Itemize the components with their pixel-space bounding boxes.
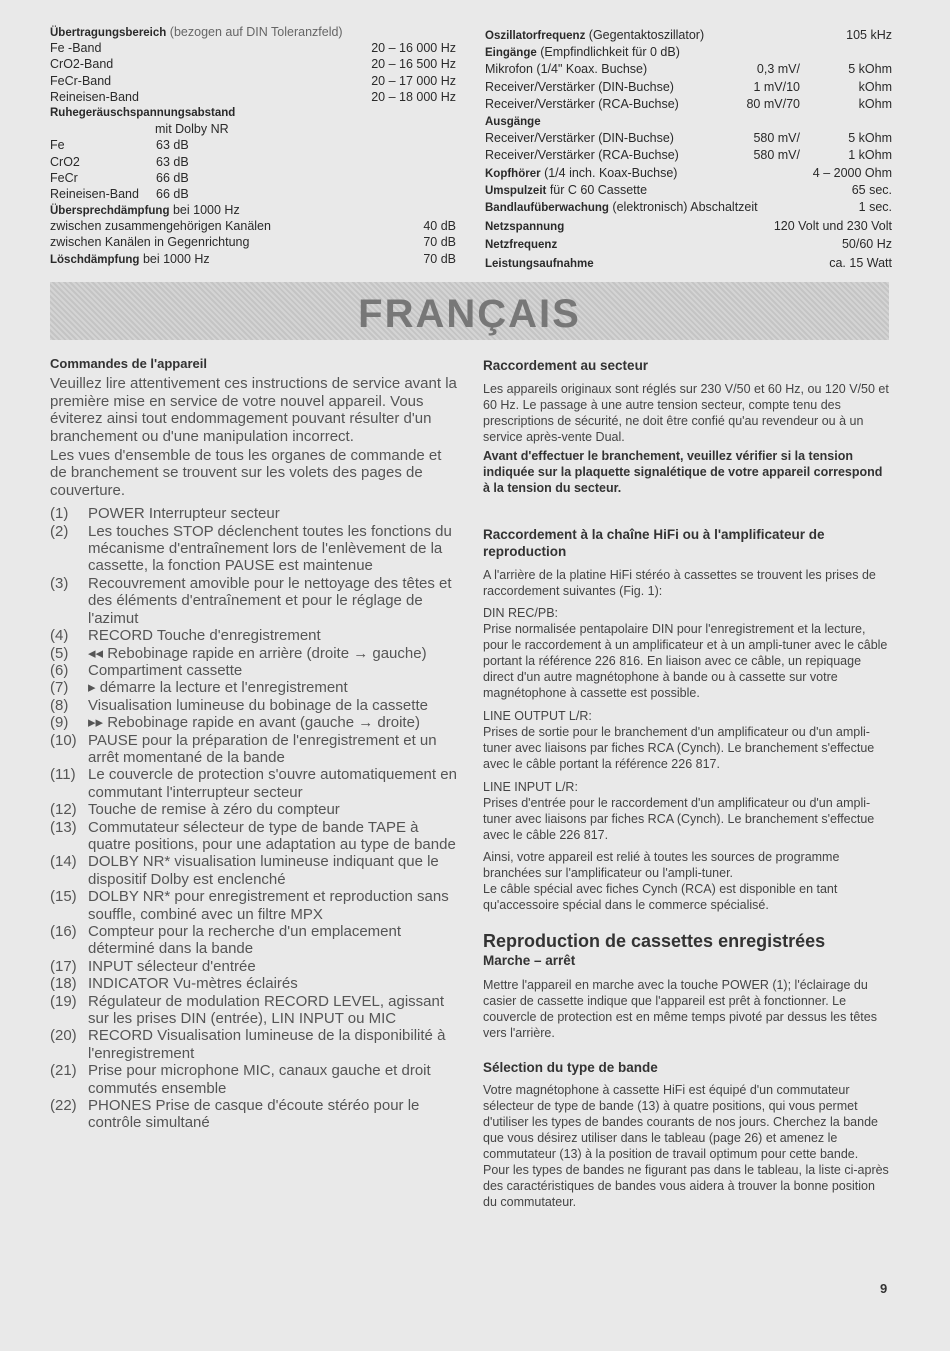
control-number: (4) [50,627,69,645]
spec-row [485,44,892,61]
hifi-heading: Raccordement à la chaîne HiFi ou à l'amplificateur de reproduction [483,527,825,559]
control-item [50,766,458,801]
control-number: (11) [50,766,76,784]
spec-value: 20 – 16 500 Hz [371,57,456,72]
spec-label: Receiver/Verstärker (RCA-Buchse) [485,96,679,111]
control-item [50,679,458,696]
spec-value: 65 sec. [851,182,892,197]
noise-header: Ruhegeräuschspannungsabstand [50,106,236,119]
control-item [50,888,458,923]
spec-heading: Netzspannung [485,220,565,233]
din-paragraph: Prise normalisée pentapolaire DIN pour l'enregistrement et la lecture, pour le raccordement à un amplificateur et à un ampli-tuner avec le câble portant la référence 226 816. En liaison avec ce câble, un repiquage direct d'un autre magnétophone à bande ou à cassette sur votre magnétophone à cassette est possible. [483,622,888,700]
spec-value: 66 dB [156,186,189,201]
control-number: (20) [50,1027,77,1045]
control-text: Les touches STOP déclenchent toutes les fonctions du mécanisme d'entraînement lors de l'enlèvement de la cassette, la fonction PAUSE est maintenue [88,522,452,575]
spec-row [50,218,456,234]
spec-label: zwischen Kanälen in Gegenrichtung [50,235,250,250]
control-item [50,958,458,975]
language-banner [50,282,889,340]
spec-row [485,165,892,182]
control-item [50,645,458,662]
spec-value: 63 dB [156,138,189,153]
control-number: (13) [50,818,77,836]
playback-heading: Reproduction de cassettes enregistrées [483,931,826,951]
control-item [50,575,458,627]
control-item [50,993,458,1028]
control-text: PHONES Prise de casque d'écoute stéréo pour le contrôle simultané [88,1097,420,1132]
control-item [50,505,458,522]
control-text: RECORD Touche d'enregistrement [88,627,321,645]
spec-label: Fe [50,138,65,153]
controls-heading: Commandes de l'appareil [50,356,207,371]
spec-label: Reineisen-Band [50,186,139,201]
control-number: (21) [50,1062,77,1080]
mains-paragraph: Les appareils originaux sont réglés sur 230 V/50 et 60 Hz, ou 120 V/50 et 60 Hz. Le passage à une autre tension secteur, compte tenu des prescriptions de sécurité, ne doit être confié qu'au revendeur ou à un service après-vente Dual. [483,382,889,444]
hifi-intro: A l'arrière de la platine HiFi stéréo à cassettes se trouvent les prises de raccordement suivantes (Fig. 1): [483,568,876,598]
spec-row [50,137,456,153]
intro-paragraph-1: Veuillez lire attentivement ces instructions de service avant la première mise en service de votre nouvel appareil. Vous éviterez ainsi tout endommagement pouvant résulter d'un branchement ou d'une manipulation incorrect. [50,375,457,445]
spec-value: 20 – 18 000 Hz [371,89,456,104]
spec-mid: 80 mV/70 [746,96,800,111]
spec-label: Receiver/Verstärker (RCA-Buchse) [485,148,679,163]
spec-label: Fe -Band [50,41,102,56]
spec-label: (Empfindlichkeit für 0 dB) [536,45,680,60]
control-item [50,1097,458,1132]
spec-value: 50/60 Hz [841,237,892,252]
spec-label: Mikrofon (1/4" Koax. Buchse) [485,62,648,77]
control-text: Visualisation lumineuse du bobinage de la cassette [88,696,428,714]
control-text: Régulateur de modulation RECORD LEVEL, agissant sur les prises DIN (entrée), LIN INPUT ou MIC [88,992,445,1028]
control-number: (15) [50,888,77,906]
control-item [50,662,458,679]
control-text: ◂◂ Rebobinage rapide en arrière (droite → gauche) [88,644,427,662]
control-item [50,853,458,888]
control-text: POWER Interrupteur secteur [88,505,280,523]
control-item [50,714,458,731]
control-item [50,819,458,854]
spec-value: 20 – 17 000 Hz [371,73,456,88]
spec-left [50,24,456,267]
spec-heading: Netzfrequenz [485,239,558,252]
control-text: Compartiment cassette [88,661,243,679]
spec-label: CrO2 [50,154,80,169]
spec-label: für C 60 Cassette [546,182,648,197]
banner-title: FRANÇAIS [358,292,581,336]
spec-value: 120 Volt und 230 Volt [773,218,892,233]
control-number: (18) [50,975,77,993]
spec-row [485,236,892,255]
control-item [50,523,458,575]
control-text: Le couvercle de protection s'ouvre automatiquement en commutant l'interrupteur secteur [88,766,457,801]
spec-row [50,154,456,170]
control-text: DOLBY NR* pour enregistrement et reproduction sans souffle, combiné avec un filtre MPX [88,888,449,923]
control-text: RECORD Visualisation lumineuse de la disponibilité à l'enregistrement [88,1027,446,1062]
cross-header: Übersprechdämpfung bei 1000 Hz [50,203,240,218]
spec-row [485,182,892,199]
spec-value: 4 – 2000 Ohm [812,165,892,180]
control-number: (1) [50,505,69,523]
erase-row: Löschdämpfung bei 1000 Hz 70 dB [50,251,456,266]
mains-heading: Raccordement au secteur [483,358,649,373]
control-item [50,697,458,714]
control-text: Touche de remise à zéro du compteur [88,801,340,819]
control-number: (10) [50,731,77,749]
spec-value: 1 kOhm [848,148,892,163]
control-text: ▸ démarre la lecture et l'enregistrement [88,679,348,697]
control-text: DOLBY NR* visualisation lumineuse indiquant que le dispositif Dolby est enclenché [88,853,439,888]
cable-paragraph: Le câble spécial avec fiches Cynch (RCA) est disponible en tant qu'accessoire spécial dans le commerce spécialisé. [483,882,838,912]
tape-type-paragraph: Votre magnétophone à cassette HiFi est équipé d'un commutateur sélecteur de type de bande (13) à quatre positions, qui vous permet d'utiliser les types de bandes courants de nos jours. Cherchez la bande que vous désirez utiliser dans le tableau (page 26) et amenez le commutateur (13) à la position de travail optimum pour cette bande. [483,1083,878,1161]
spec-row [485,147,892,164]
control-item [50,1027,458,1062]
on-off-paragraph: Mettre l'appareil en marche avec la touche POWER (1); l'éclairage du casier de cassette indique que l'appareil est prêt à fonctionner. Le couvercle de protection est en même temps pivoté par dessus les têtes vers l'arrière. [483,978,877,1040]
spec-mid: 580 mV/ [753,148,800,163]
control-number: (12) [50,801,77,819]
spec-label: (Gegentaktoszillator) [585,28,705,42]
spec-row [485,255,892,274]
control-text: Recouvrement amovible pour le nettoyage des têtes et des éléments d'entraînement et pour le réglage de l'azimut [88,574,452,627]
control-item [50,801,458,818]
spec-value: ca. 15 Watt [829,255,892,270]
control-text: ▸▸ Rebobinage rapide en avant (gauche → droite) [88,714,420,732]
control-text: PAUSE pour la préparation de l'enregistrement et un arrêt momentané de la bande [88,731,437,766]
spec-value: 5 kOhm [848,131,892,146]
control-number: (6) [50,661,69,679]
spec-heading: Leistungsaufnahme [485,257,594,270]
spec-row [485,130,892,147]
line-output-paragraph: Prises de sortie pour le branchement d'un amplificateur ou d'un ampli-tuner avec liaisons par fiches RCA (Cynch). Le branchement s'effectue avec le câble portant la référence 226 817. [483,725,875,771]
intro-paragraph-2: Les vues d'ensemble de tous les organes de commande et de branchement se trouvent sur les volets des pages de couverture. [50,447,442,499]
spec-row [50,40,456,56]
spec-value: 5 kOhm [848,62,892,77]
spec-heading: Umspulzeit [485,184,547,197]
spec-heading: Kopfhörer [485,167,541,180]
spec-label: Receiver/Verstärker (DIN-Buchse) [485,79,674,94]
control-number: (7) [50,679,69,697]
freq-header: Übertragungsbereich (bezogen auf DIN Toleranzfeld) [50,25,343,39]
spec-label: Reineisen-Band [50,89,139,104]
page-number: 9 [880,1281,888,1296]
control-item [50,627,458,644]
spec-row [485,113,892,130]
on-off-heading: Marche – arrêt [483,953,576,968]
spec-heading: Ausgänge [485,115,541,128]
control-number: (17) [50,957,77,975]
control-item [50,975,458,992]
sources-paragraph: Ainsi, votre appareil est relié à toutes les sources de programme branchées sur l'amplificateur ou l'ampli-tuner. [483,850,840,880]
line-output-label: LINE OUTPUT L/R: [483,709,592,723]
spec-row [485,96,892,113]
spec-row [50,89,456,105]
control-text: Prise pour microphone MIC, canaux gauche et droit commutés ensemble [88,1062,431,1097]
spec-label: CrO2-Band [50,57,114,72]
spec-row [485,61,892,78]
noise-sub: mit Dolby NR [155,122,229,137]
spec-label: FeCr [50,170,78,185]
spec-row [50,73,456,89]
spec-value: 63 dB [156,154,189,169]
spec-value: 1 sec. [858,199,892,214]
spec-value: kOhm [858,79,892,94]
spec-label: (elektronisch) Abschaltzeit [608,199,758,214]
spec-mid: 0,3 mV/ [756,62,800,77]
spec-row [485,218,892,237]
spec-row [485,79,892,96]
control-number: (5) [50,644,69,662]
control-number: (2) [50,522,69,540]
control-text: Commutateur sélecteur de type de bande TAPE à quatre positions, pour une adaptation au type de bande [88,818,456,853]
spec-value: 40 dB [423,219,456,234]
spec-value: kOhm [858,96,892,111]
spec-value: 70 dB [423,235,456,250]
spec-row [50,234,456,250]
spec-row [485,199,892,218]
spec-label: (1/4 inch. Koax-Buchse) [540,165,678,180]
spec-value: 20 – 16 000 Hz [371,41,456,56]
spec-row [485,27,892,44]
control-item [50,732,458,767]
spec-right [485,27,892,273]
spec-heading: Eingänge [485,47,537,60]
control-number: (19) [50,992,77,1010]
tape-type-note: Pour les types de bandes ne figurant pas dans le tableau, la liste ci-après des caractéristiques de bandes vous aidera à trouver la bonne position du commutateur. [483,1163,889,1209]
control-number: (16) [50,923,77,940]
spec-label: zwischen zusammengehörigen Kanälen [50,219,271,234]
right-column [483,357,890,1210]
control-number: (9) [50,714,69,732]
control-text: Compteur pour la recherche d'un emplacement déterminé dans la bande [88,923,402,958]
left-column [50,355,458,1132]
spec-row [50,170,456,186]
control-number: (22) [50,1097,77,1115]
control-text: INPUT sélecteur d'entrée [88,957,256,975]
spec-mid: 1 mV/10 [753,79,800,94]
spec-heading: Oszillatorfrequenz [485,30,586,42]
control-item [50,923,458,958]
control-number: (3) [50,574,69,592]
control-number: (8) [50,696,69,714]
spec-value: 105 kHz [846,28,892,42]
spec-heading: Bandlaufüberwachung [485,201,609,214]
spec-value: 66 dB [156,170,189,185]
spec-row [50,186,456,202]
control-number: (14) [50,853,77,871]
line-input-label: LINE INPUT L/R: [483,780,578,794]
tape-type-heading: Sélection du type de bande [483,1060,658,1075]
mains-warning: Avant d'effectuer le branchement, veuillez vérifier si la tension indiquée sur la plaquette signalétique de votre appareil correspond à la tension du secteur. [483,449,883,495]
spec-label: Receiver/Verstärker (DIN-Buchse) [485,131,674,146]
control-text: INDICATOR Vu-mètres éclairés [88,975,298,993]
spec-label: FeCr-Band [50,73,112,88]
din-rec-pb-label: DIN REC/PB: [483,606,559,620]
spec-row [50,56,456,72]
spec-mid: 580 mV/ [753,131,800,146]
line-input-paragraph: Prises d'entrée pour le raccordement d'un amplificateur ou d'un ampli-tuner avec liaisons par fiches RCA (Cynch). Le branchement s'effectue avec le câble 226 817. [483,796,875,842]
control-item [50,1062,458,1097]
